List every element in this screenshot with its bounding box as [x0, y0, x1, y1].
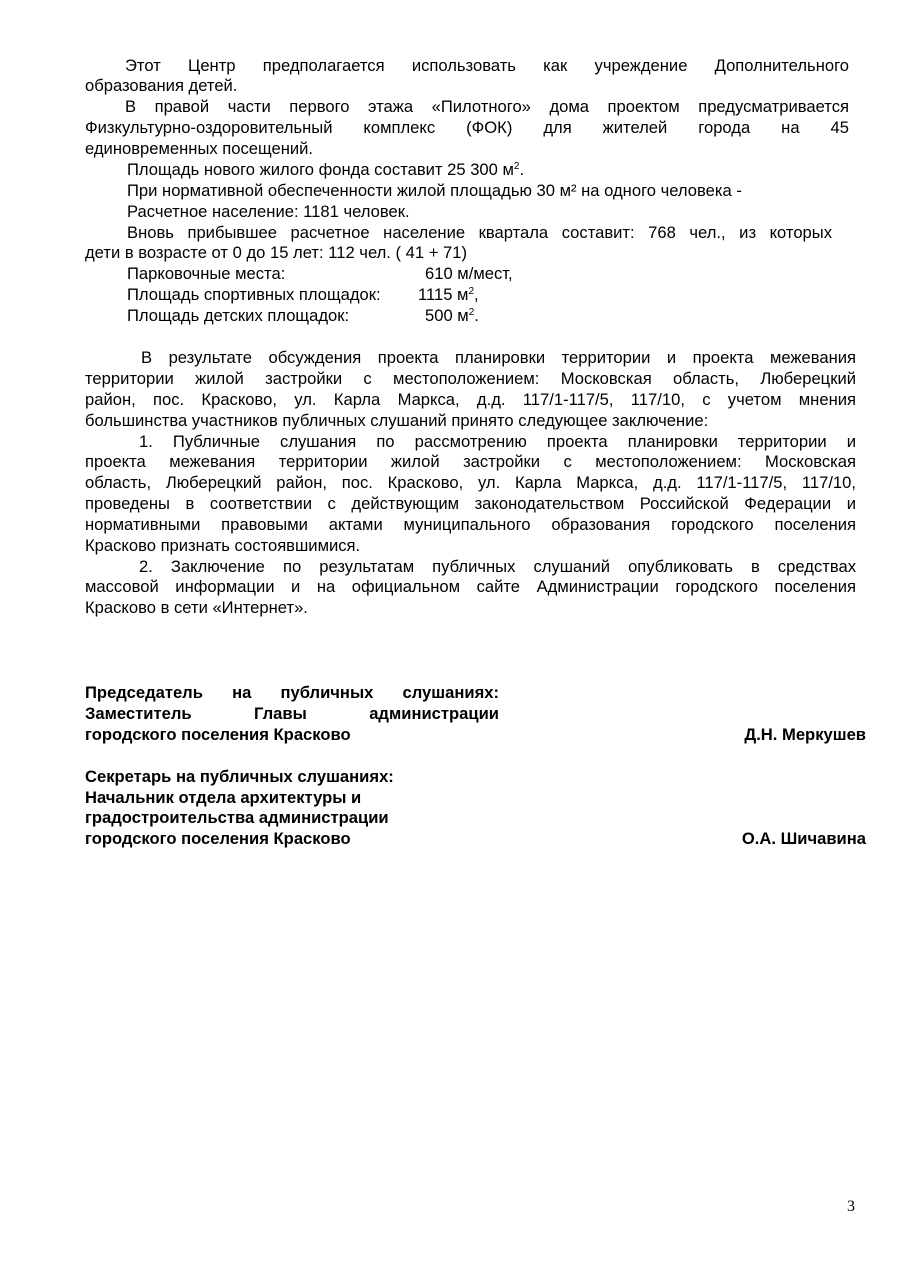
- secretary-position: Начальник отдела архитектуры и: [85, 788, 362, 807]
- paragraph-line: Красково признать состоявшимися.: [85, 536, 361, 555]
- chair-organization: городского поселения Красково: [85, 725, 351, 744]
- paragraph-line: [85, 432, 856, 452]
- superscript: 2: [468, 286, 475, 297]
- text-line: 1115 м: [418, 285, 469, 304]
- paragraph-line: дети в возрасте от 0 до 15 лет: 112 чел. ( 41 + 71): [85, 243, 468, 262]
- paragraph-line: единовременных посещений.: [85, 139, 314, 158]
- text-line: Этот Центр предполагается использовать как учреждение Дополнительного: [125, 56, 849, 75]
- paragraph-line: Расчетное население: 1181 человек.: [127, 202, 410, 221]
- paragraph-line: образования детей.: [85, 76, 238, 95]
- paragraph-line: территории жилой застройки с местоположением: Московская область, Люберецкий: [85, 369, 856, 388]
- secretary-organization: городского поселения Красково: [85, 829, 351, 848]
- housing-area-line: [127, 160, 524, 180]
- text-line: 1. Публичные слушания по рассмотрению проекта планировки территории и: [139, 432, 856, 451]
- chair-title: Председатель на публичных слушаниях:: [85, 683, 499, 702]
- superscript: 2: [513, 161, 520, 172]
- text-line: ,: [474, 285, 479, 304]
- kids-area-label: Площадь детских площадок:: [127, 306, 350, 325]
- secretary-position: градостроительства администрации: [85, 808, 389, 827]
- page-number: 3: [847, 1198, 855, 1215]
- paragraph-line: область, Люберецкий район, пос. Красково, ул. Карла Маркса, д.д. 117/1-117/5, 117/10,: [85, 473, 856, 492]
- kids-area-value: [425, 306, 479, 326]
- paragraph-line: проекта межевания территории жилой застройки с местоположением: Московская: [85, 452, 856, 471]
- secretary-name: О.А. Шичавина: [741, 829, 866, 848]
- text-line: .: [474, 306, 479, 325]
- text-line: 500 м: [425, 306, 469, 325]
- secretary-title: Секретарь на публичных слушаниях:: [85, 767, 394, 786]
- paragraph-line: проведены в соответствии с действующим законодательством Российской Федерации и: [85, 494, 856, 513]
- text-line: .: [519, 160, 525, 179]
- paragraph-line: большинства участников публичных слушаний принято следующее заключение:: [85, 411, 709, 430]
- parking-value: 610 м/мест,: [425, 264, 513, 283]
- sport-area-value: [418, 285, 479, 305]
- sport-area-label: Площадь спортивных площадок:: [127, 285, 381, 304]
- superscript: 2: [468, 307, 475, 318]
- paragraph-line: [85, 97, 849, 117]
- parking-label: Парковочные места:: [127, 264, 286, 283]
- paragraph-line: Вновь прибывшее расчетное население квартала составит: 768 чел., из которых: [127, 223, 832, 242]
- paragraph-line: [85, 56, 849, 76]
- text-line: В результате обсуждения проекта планировки территории и проекта межевания: [141, 348, 856, 367]
- paragraph-line: район, пос. Красково, ул. Карла Маркса, д.д. 117/1-117/5, 117/10, с учетом мнения: [85, 390, 856, 409]
- text-line: В правой части первого этажа «Пилотного» дома проектом предусматривается: [125, 97, 849, 116]
- paragraph-line: Красково в сети «Интернет».: [85, 598, 308, 617]
- text-line: Площадь нового жилого фонда составит 25 300 м: [127, 160, 514, 179]
- chair-position: Заместитель Главы администрации: [85, 704, 499, 723]
- paragraph-line: [85, 557, 856, 577]
- text-line: 2. Заключение по результатам публичных слушаний опубликовать в средствах: [139, 557, 856, 576]
- paragraph-line: При нормативной обеспеченности жилой площадью 30 м² на одного человека -: [127, 181, 742, 200]
- paragraph-line: массовой информации и на официальном сайте Администрации городского поселения: [85, 577, 856, 596]
- paragraph-line: Физкультурно-оздоровительный комплекс (ФОК) для жителей города на 45: [85, 118, 849, 137]
- paragraph-line: [85, 348, 856, 368]
- chair-name: Д.Н. Меркушев: [744, 725, 866, 744]
- paragraph-line: нормативными правовыми актами муниципального образования городского поселения: [85, 515, 856, 534]
